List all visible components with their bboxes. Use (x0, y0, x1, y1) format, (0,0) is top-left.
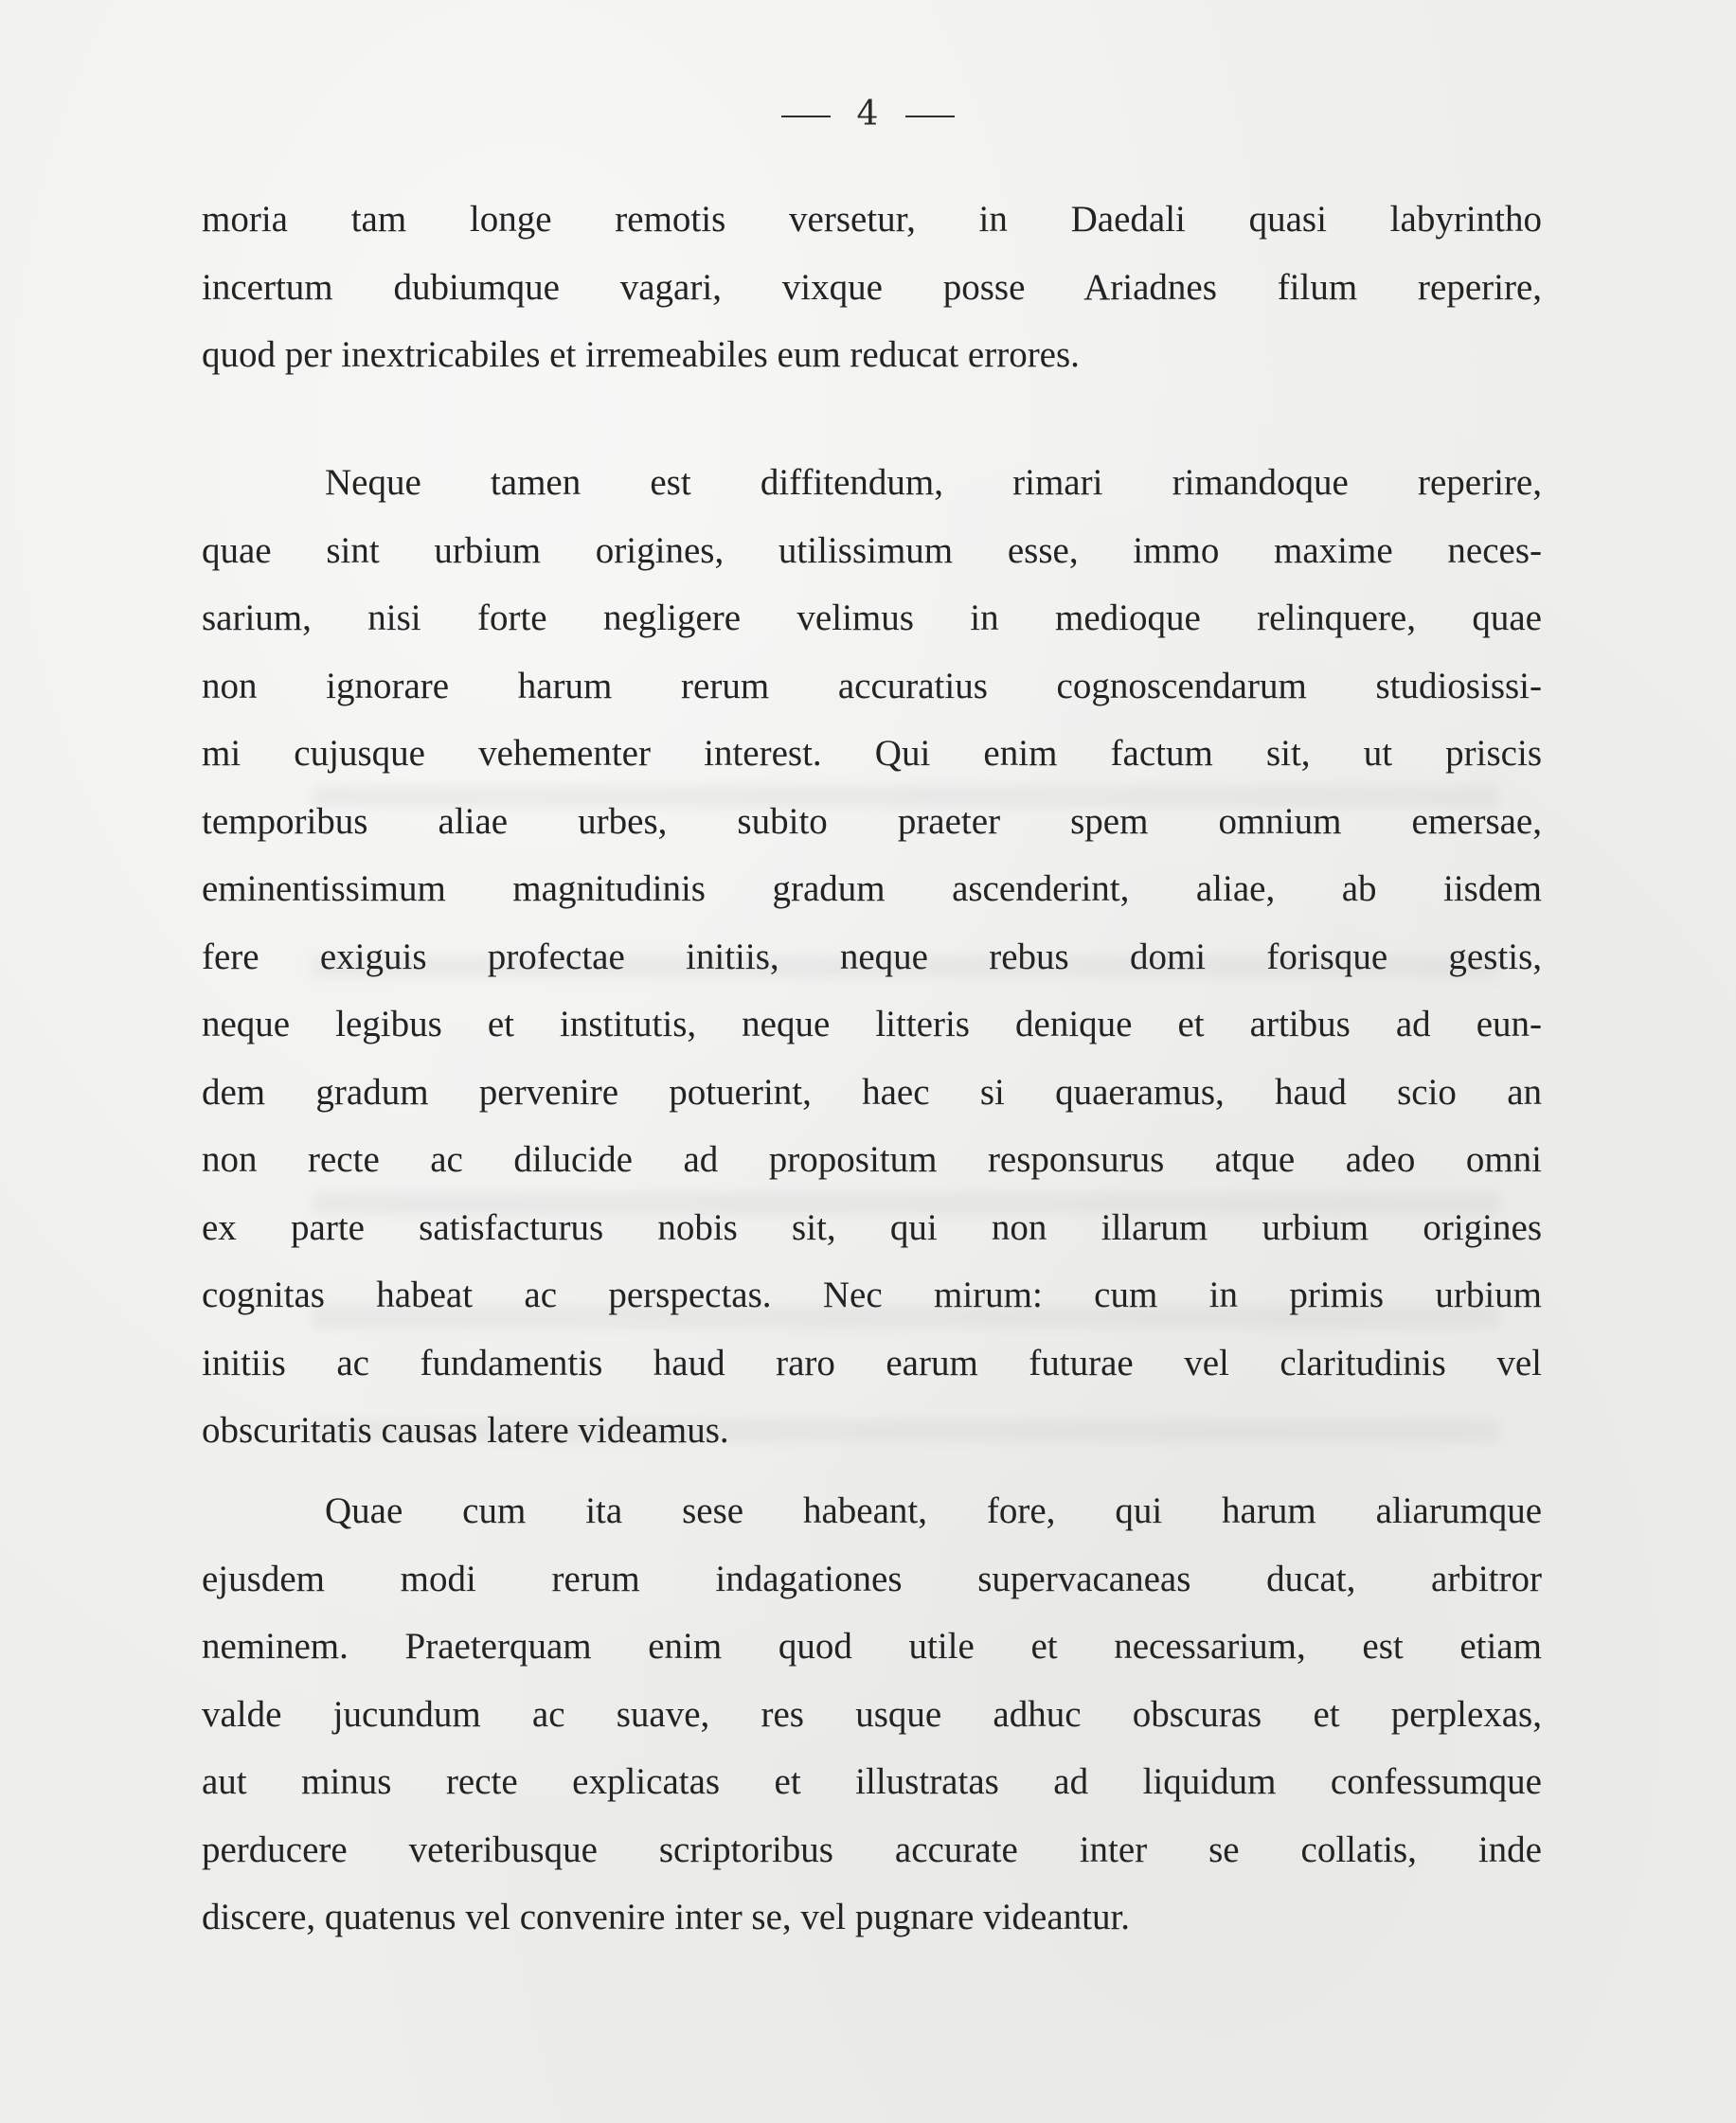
text-line: perducere veteribusque scriptoribus accurate inter se collatis, inde (202, 1829, 1542, 1870)
text-line: obscuritatis causas latere videamus. (202, 1410, 729, 1451)
text-line: Quae cum ita sese habeant, fore, qui harum aliarumque (325, 1490, 1542, 1531)
text-line: incertum dubiumque vagari, vixque posse Ariadnes filum reperire, (202, 266, 1542, 308)
page-number (0, 95, 1736, 134)
paragraph-3 (202, 1477, 1542, 1952)
text-line: Neque tamen est diffitendum, rimari rimandoque reperire, (325, 462, 1542, 503)
text-line: neminem. Praeterquam enim quod utile et necessarium, est etiam (202, 1626, 1542, 1667)
paragraph-2 (202, 449, 1542, 1465)
text-line: cognitas habeat ac perspectas. Nec mirum: cum in primis urbium (202, 1275, 1542, 1315)
text-line: aut minus recte explicatas et illustratas ad liquidum confessumque (202, 1761, 1542, 1802)
text-line: non ignorare harum rerum accuratius cognoscendarum studiosissi- (202, 665, 1542, 706)
page-number-value: 4 (856, 95, 880, 134)
text-line: ejusdem modi rerum indagationes supervacaneas ducat, arbitror (202, 1558, 1542, 1599)
text-line: quae sint urbium origines, utilissimum esse, immo maxime neces- (202, 529, 1542, 571)
text-line: temporibus aliae urbes, subito praeter spem omnium emersae, (202, 800, 1542, 842)
text-line: initiis ac fundamentis haud raro earum futurae vel claritudinis vel (202, 1342, 1542, 1383)
text-line: mi cujusque vehementer interest. Qui enim factum sit, ut priscis (202, 733, 1542, 774)
text-line: quod per inextricabiles et irremeabiles eum reducat errores. (202, 334, 1080, 375)
text-line: non recte ac dilucide ad propositum responsurus atque adeo omni (202, 1139, 1542, 1180)
text-line: discere, quatenus vel convenire inter se, vel pugnare videantur. (202, 1897, 1131, 1937)
text-line: eminentissimum magnitudinis gradum ascenderint, aliae, ab iisdem (202, 868, 1542, 909)
text-line: ex parte satisfacturus nobis sit, qui non illarum urbium origines (202, 1206, 1542, 1248)
text-line: neque legibus et institutis, neque litteris denique et artibus ad eun- (202, 1004, 1542, 1044)
text-line: valde jucundum ac suave, res usque adhuc obscuras et perplexas, (202, 1693, 1542, 1735)
paragraph-1 (202, 186, 1542, 389)
page-number-left-dash (781, 116, 831, 117)
text-line: dem gradum pervenire potuerint, haec si quaeramus, haud scio an (202, 1071, 1542, 1113)
page-number-right-dash (905, 116, 955, 117)
text-line: fere exiguis profectae initiis, neque rebus domi forisque gestis, (202, 936, 1542, 977)
text-line: moria tam longe remotis versetur, in Daedali quasi labyrintho (202, 199, 1542, 240)
text-line: sarium, nisi forte negligere velimus in medioque relinquere, quae (202, 598, 1542, 638)
